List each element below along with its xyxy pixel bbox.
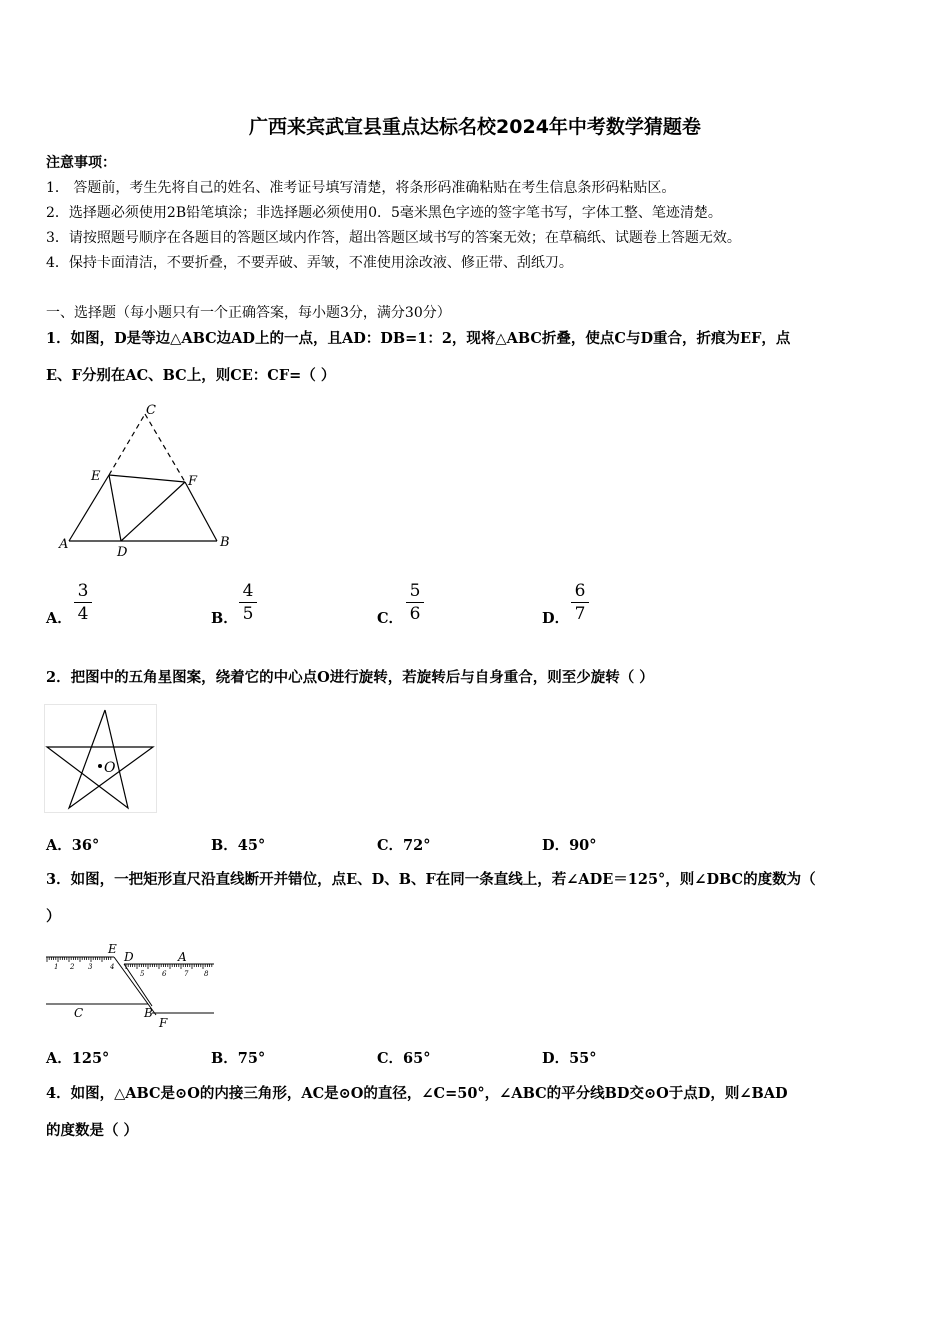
ruler-tick-1: 1 (54, 963, 59, 971)
note-item-3: 3．请按照题号顺序在各题目的答题区域内作答，超出答题区域书写的答案无效；在草稿纸、试题卷上答题无效。 (46, 230, 741, 246)
ruler-tick-8: 8 (204, 970, 209, 978)
q3-option-d: D．55° (542, 1050, 597, 1067)
segment-ec-dashed (109, 414, 145, 475)
question-1-line-1: 1．如图，D是等边△ABC边AD上的一点，且AD：DB=1：2，现将△ABC折叠，使点C与D重合，折痕为EF，点 (46, 330, 791, 347)
break-line-db (124, 964, 152, 1006)
star-outline (47, 710, 153, 808)
q2-option-b: B．45° (211, 837, 266, 854)
question-4-line-2: 的度数是（ ） (46, 1122, 139, 1139)
label-e: E (91, 469, 101, 484)
q1-option-c-fraction: 5 6 (404, 581, 426, 624)
ruler-tick-2: 2 (70, 963, 75, 971)
label-o: O (104, 760, 116, 776)
note-item-2: 2．选择题必须使用2B铅笔填涂；非选择题必须使用0．5毫米黑色字迹的签字笔书写，字体工整、笔迹清楚。 (46, 205, 722, 221)
ruler-tick-7: 7 (184, 970, 189, 978)
q2-option-a: A．36° (46, 837, 100, 854)
ruler-tick-3: 3 (88, 963, 93, 971)
q1-option-b-fraction: 4 5 (237, 581, 259, 624)
ruler-tick-6: 6 (162, 970, 167, 978)
segment-bf (185, 482, 217, 541)
q1-option-b-letter: B． (211, 610, 238, 627)
segment-df (121, 482, 185, 541)
q1-option-a-fraction: 3 4 (72, 581, 94, 624)
question-2-figure (44, 704, 158, 814)
label-d: D (117, 545, 128, 560)
page-title: 广西来宾武宣县重点达标名校2024年中考数学猜题卷 (249, 116, 701, 138)
question-1-figure (55, 398, 245, 563)
label-a: A (59, 537, 69, 552)
label-a: A (178, 950, 187, 964)
question-3-line-2: ） (46, 908, 61, 925)
note-item-4: 4．保持卡面清洁，不要折叠，不要弄破、弄皱，不准使用涂改液、修正带、刮纸刀。 (46, 255, 573, 271)
question-4-line-1: 4．如图，△ABC是⊙O的内接三角形，AC是⊙O的直径，∠C=50°，∠ABC的平分线BD交⊙O于点D，则∠BAD (46, 1085, 788, 1102)
segment-ae (69, 475, 109, 541)
q1-option-d-fraction: 6 7 (569, 581, 591, 624)
question-3-line-1: 3．如图，一把矩形直尺沿直线断开并错位，点E、D、B、F在同一条直线上，若∠ADE＝125°，则∠DBC的度数为（ (46, 871, 816, 888)
ruler-tick-5: 5 (140, 970, 145, 978)
label-b: B (144, 1006, 153, 1020)
q3-option-c: C．65° (377, 1050, 431, 1067)
label-c: C (146, 403, 156, 418)
ruler-tick-4: 4 (110, 963, 115, 971)
segment-cf-dashed (145, 414, 185, 482)
label-e: E (108, 942, 117, 956)
q1-option-d-letter: D． (542, 610, 570, 627)
q3-option-b: B．75° (211, 1050, 266, 1067)
q2-option-c: C．72° (377, 837, 431, 854)
label-d: D (124, 950, 134, 964)
question-1-line-2: E、F分别在AC、BC上，则CE：CF=（ ） (46, 367, 336, 384)
label-f: F (188, 474, 198, 489)
q1-option-c-letter: C． (377, 610, 404, 627)
segment-ed (109, 475, 121, 541)
center-point (98, 764, 102, 768)
label-f: F (159, 1016, 168, 1030)
question-3-figure (44, 940, 220, 1032)
segment-ef (109, 475, 185, 482)
section-heading: 一、选择题（每小题只有一个正确答案，每小题3分，满分30分） (46, 305, 451, 321)
q3-option-a: A．125° (46, 1050, 110, 1067)
notes-heading: 注意事项： (46, 155, 116, 171)
q1-option-a-letter: A． (46, 610, 72, 627)
note-item-1: 1． 答题前，考生先将自己的姓名、准考证号填写清楚，将条形码准确粘贴在考生信息条形码粘贴区。 (46, 180, 676, 196)
q2-option-d: D．90° (542, 837, 597, 854)
label-b: B (220, 535, 230, 550)
question-2-line-1: 2．把图中的五角星图案，绕着它的中心点O进行旋转，若旋转后与自身重合，则至少旋转（ ） (46, 669, 654, 686)
label-c: C (74, 1006, 84, 1020)
